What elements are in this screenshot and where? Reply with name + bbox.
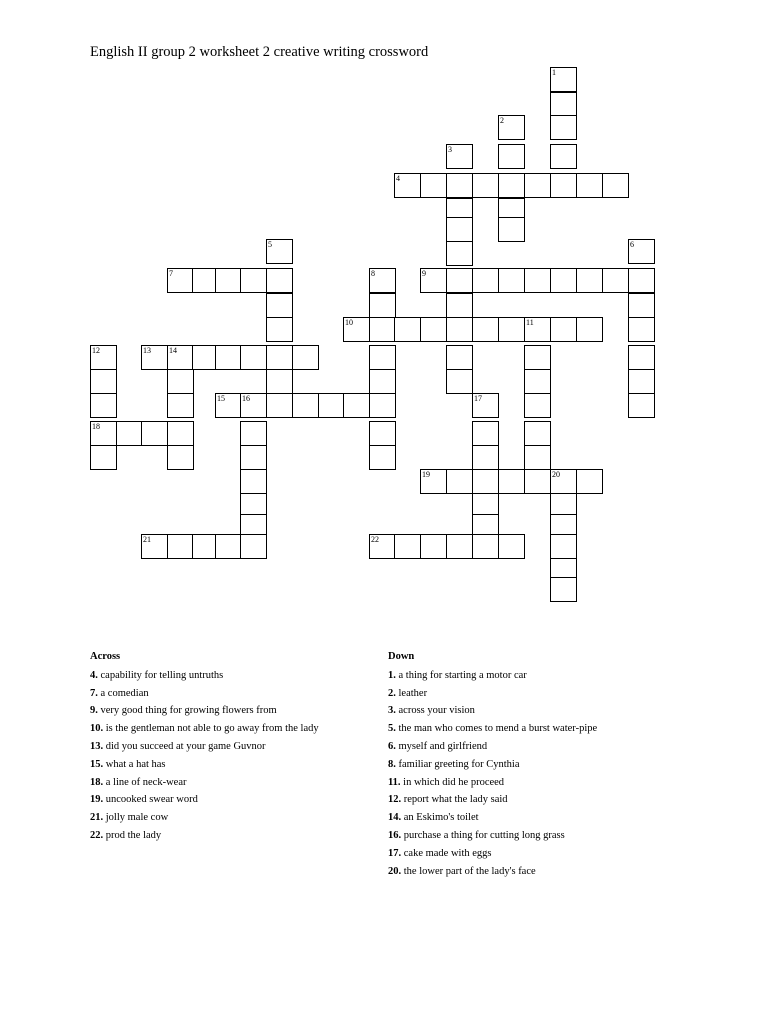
grid-cell-9[interactable] bbox=[420, 268, 447, 293]
grid-cell[interactable] bbox=[628, 393, 655, 418]
grid-cell[interactable] bbox=[550, 144, 577, 169]
grid-cell-21[interactable] bbox=[141, 534, 168, 559]
grid-cell[interactable] bbox=[446, 469, 473, 494]
grid-cell[interactable] bbox=[167, 421, 194, 446]
clue-item bbox=[388, 756, 597, 774]
grid-cell-22[interactable] bbox=[369, 534, 396, 559]
clue-item-number: 10. bbox=[90, 723, 104, 735]
grid-cell-20[interactable] bbox=[550, 469, 577, 494]
across-clues bbox=[90, 648, 319, 845]
clue-number: 6 bbox=[630, 240, 634, 249]
grid-cell[interactable] bbox=[498, 217, 525, 242]
grid-cell[interactable] bbox=[524, 421, 551, 446]
grid-cell[interactable] bbox=[141, 421, 168, 446]
worksheet-title: English II group 2 worksheet 2 creative writing crossword bbox=[90, 44, 429, 60]
clue-number: 17 bbox=[474, 394, 482, 403]
grid-cell[interactable] bbox=[446, 345, 473, 370]
grid-cell[interactable] bbox=[90, 369, 117, 394]
grid-cell[interactable] bbox=[524, 345, 551, 370]
grid-cell[interactable] bbox=[472, 421, 499, 446]
grid-cell-8[interactable] bbox=[369, 268, 396, 293]
clue-number: 19 bbox=[422, 470, 430, 479]
clue-item-number: 18. bbox=[90, 776, 104, 788]
clue-item-number: 3. bbox=[388, 705, 396, 717]
grid-cell[interactable] bbox=[394, 534, 421, 559]
grid-cell[interactable] bbox=[240, 345, 267, 370]
clue-item-number: 2. bbox=[388, 687, 396, 699]
grid-cell-1[interactable] bbox=[550, 67, 577, 92]
clue-number: 8 bbox=[371, 269, 375, 278]
grid-cell[interactable] bbox=[240, 469, 267, 494]
clue-item-text: across your vision bbox=[395, 705, 475, 717]
grid-cell[interactable] bbox=[90, 445, 117, 470]
grid-cell[interactable] bbox=[628, 293, 655, 318]
clue-item bbox=[90, 774, 319, 792]
clue-number: 16 bbox=[242, 394, 250, 403]
clue-item-text: capability for telling untruths bbox=[97, 669, 224, 681]
clue-item-number: 12. bbox=[388, 794, 402, 806]
grid-cell[interactable] bbox=[446, 369, 473, 394]
clue-item-text: the lower part of the lady's face bbox=[401, 865, 536, 877]
grid-cell[interactable] bbox=[369, 345, 396, 370]
grid-cell-10[interactable] bbox=[343, 317, 370, 342]
clue-item-number: 20. bbox=[388, 865, 402, 877]
grid-cell[interactable] bbox=[215, 534, 242, 559]
grid-cell-12[interactable] bbox=[90, 345, 117, 370]
clue-item-text: the man who comes to mend a burst water-pipe bbox=[395, 723, 598, 735]
clue-item-text: very good thing for growing flowers from bbox=[97, 705, 277, 717]
grid-cell[interactable] bbox=[167, 393, 194, 418]
grid-cell[interactable] bbox=[420, 317, 447, 342]
clue-item-number: 8. bbox=[388, 758, 396, 770]
grid-cell-19[interactable] bbox=[420, 469, 447, 494]
clue-item-text: what a hat has bbox=[103, 758, 166, 770]
grid-cell[interactable] bbox=[472, 268, 499, 293]
clue-item-number: 5. bbox=[388, 723, 396, 735]
clue-number: 13 bbox=[143, 346, 151, 355]
clue-number: 10 bbox=[345, 318, 353, 327]
grid-cell-16[interactable] bbox=[240, 393, 267, 418]
grid-cell[interactable] bbox=[550, 268, 577, 293]
clue-number: 11 bbox=[526, 318, 534, 327]
grid-cell[interactable] bbox=[524, 469, 551, 494]
clue-number: 3 bbox=[448, 145, 452, 154]
clue-item bbox=[90, 809, 319, 827]
grid-cell[interactable] bbox=[369, 293, 396, 318]
grid-cell[interactable] bbox=[420, 534, 447, 559]
grid-cell[interactable] bbox=[472, 445, 499, 470]
grid-cell[interactable] bbox=[343, 393, 370, 418]
clue-item-number: 17. bbox=[388, 847, 402, 859]
grid-cell[interactable] bbox=[266, 317, 293, 342]
clue-item-number: 4. bbox=[90, 669, 98, 681]
grid-cell[interactable] bbox=[524, 369, 551, 394]
grid-cell[interactable] bbox=[524, 173, 551, 198]
grid-cell[interactable] bbox=[167, 445, 194, 470]
clue-item-text: is the gentleman not able to go away from the lady bbox=[103, 723, 319, 735]
down-heading: Down bbox=[388, 651, 415, 662]
clue-number: 14 bbox=[169, 346, 177, 355]
grid-cell[interactable] bbox=[550, 92, 577, 117]
grid-cell[interactable] bbox=[446, 173, 473, 198]
grid-cell[interactable] bbox=[472, 469, 499, 494]
grid-cell-14[interactable] bbox=[167, 345, 194, 370]
clue-item-text: a comedian bbox=[97, 687, 149, 699]
clue-number: 22 bbox=[371, 535, 379, 544]
grid-cell[interactable] bbox=[266, 393, 293, 418]
clue-item bbox=[388, 845, 597, 863]
clue-item-text: an Eskimo's toilet bbox=[401, 812, 479, 824]
grid-cell[interactable] bbox=[524, 268, 551, 293]
grid-cell-5[interactable] bbox=[266, 239, 293, 264]
grid-cell[interactable] bbox=[576, 268, 603, 293]
grid-cell[interactable] bbox=[266, 268, 293, 293]
grid-cell[interactable] bbox=[215, 268, 242, 293]
grid-cell[interactable] bbox=[116, 421, 143, 446]
grid-cell[interactable] bbox=[446, 317, 473, 342]
grid-cell[interactable] bbox=[292, 345, 319, 370]
grid-cell-4[interactable] bbox=[394, 173, 421, 198]
grid-cell[interactable] bbox=[472, 534, 499, 559]
grid-cell[interactable] bbox=[240, 445, 267, 470]
grid-cell-2[interactable] bbox=[498, 115, 525, 140]
clue-item-text: prod the lady bbox=[103, 829, 162, 841]
grid-cell[interactable] bbox=[628, 317, 655, 342]
clue-item-text: cake made with eggs bbox=[401, 847, 492, 859]
grid-cell[interactable] bbox=[576, 173, 603, 198]
grid-cell[interactable] bbox=[266, 293, 293, 318]
grid-cell[interactable] bbox=[90, 393, 117, 418]
clue-item-text: leather bbox=[395, 687, 428, 699]
clue-item bbox=[90, 667, 319, 685]
grid-cell[interactable] bbox=[446, 241, 473, 266]
grid-cell[interactable] bbox=[602, 268, 629, 293]
grid-cell[interactable] bbox=[550, 577, 577, 602]
clue-item-number: 9. bbox=[90, 705, 98, 717]
clue-item bbox=[90, 738, 319, 756]
across-clue-list bbox=[90, 667, 319, 845]
grid-cell[interactable] bbox=[628, 369, 655, 394]
grid-cell[interactable] bbox=[240, 421, 267, 446]
grid-cell[interactable] bbox=[292, 393, 319, 418]
grid-cell[interactable] bbox=[576, 317, 603, 342]
clue-item-number: 11. bbox=[388, 776, 401, 788]
clue-number: 21 bbox=[143, 535, 151, 544]
clue-item bbox=[388, 863, 597, 881]
clue-number: 7 bbox=[169, 269, 173, 278]
clue-item-text: myself and girlfriend bbox=[395, 740, 488, 752]
grid-cell[interactable] bbox=[472, 173, 499, 198]
clue-item bbox=[90, 685, 319, 703]
grid-cell[interactable] bbox=[628, 345, 655, 370]
grid-cell[interactable] bbox=[446, 217, 473, 242]
clue-item bbox=[388, 702, 597, 720]
clue-item-number: 15. bbox=[90, 758, 104, 770]
clue-item bbox=[90, 756, 319, 774]
grid-cell-18[interactable] bbox=[90, 421, 117, 446]
grid-cell[interactable] bbox=[498, 534, 525, 559]
grid-cell[interactable] bbox=[240, 534, 267, 559]
clue-item bbox=[388, 791, 597, 809]
clue-item-text: did you succeed at your game Guvnor bbox=[103, 740, 266, 752]
clue-item-number: 19. bbox=[90, 794, 104, 806]
grid-cell-17[interactable] bbox=[472, 393, 499, 418]
clue-item-number: 14. bbox=[388, 812, 402, 824]
grid-cell-13[interactable] bbox=[141, 345, 168, 370]
clue-item-number: 22. bbox=[90, 829, 104, 841]
grid-cell[interactable] bbox=[550, 534, 577, 559]
grid-cell[interactable] bbox=[394, 317, 421, 342]
grid-cell[interactable] bbox=[369, 393, 396, 418]
grid-cell[interactable] bbox=[498, 268, 525, 293]
clue-item bbox=[388, 827, 597, 845]
grid-cell[interactable] bbox=[524, 393, 551, 418]
across-heading: Across bbox=[90, 651, 121, 662]
grid-cell[interactable] bbox=[446, 293, 473, 318]
clue-item-number: 16. bbox=[388, 829, 402, 841]
clue-item bbox=[388, 720, 597, 738]
clue-number: 4 bbox=[396, 174, 400, 183]
grid-cell[interactable] bbox=[472, 317, 499, 342]
grid-cell[interactable] bbox=[550, 317, 577, 342]
grid-cell[interactable] bbox=[167, 369, 194, 394]
grid-cell[interactable] bbox=[498, 144, 525, 169]
clue-item bbox=[388, 809, 597, 827]
clue-number: 5 bbox=[268, 240, 272, 249]
clue-number: 1 bbox=[552, 68, 556, 77]
clue-number: 9 bbox=[422, 269, 426, 278]
grid-cell[interactable] bbox=[215, 345, 242, 370]
grid-cell[interactable] bbox=[369, 421, 396, 446]
clue-item-number: 13. bbox=[90, 740, 104, 752]
grid-cell-7[interactable] bbox=[167, 268, 194, 293]
grid-cell[interactable] bbox=[576, 469, 603, 494]
clue-item bbox=[388, 774, 597, 792]
grid-cell[interactable] bbox=[369, 369, 396, 394]
grid-cell[interactable] bbox=[167, 534, 194, 559]
grid-cell-11[interactable] bbox=[524, 317, 551, 342]
down-clues bbox=[388, 648, 597, 880]
clue-item-number: 7. bbox=[90, 687, 98, 699]
grid-cell[interactable] bbox=[498, 173, 525, 198]
clue-number: 18 bbox=[92, 422, 100, 431]
clue-item bbox=[90, 702, 319, 720]
grid-cell[interactable] bbox=[524, 445, 551, 470]
clue-item-text: report what the lady said bbox=[401, 794, 508, 806]
grid-cell[interactable] bbox=[318, 393, 345, 418]
clue-item bbox=[388, 738, 597, 756]
down-clue-list bbox=[388, 667, 597, 881]
grid-cell[interactable] bbox=[266, 369, 293, 394]
clue-item bbox=[90, 720, 319, 738]
grid-cell[interactable] bbox=[266, 345, 293, 370]
grid-cell[interactable] bbox=[446, 534, 473, 559]
grid-cell-15[interactable] bbox=[215, 393, 242, 418]
grid-cell-6[interactable] bbox=[628, 239, 655, 264]
grid-cell[interactable] bbox=[498, 469, 525, 494]
clue-item-text: jolly male cow bbox=[103, 812, 169, 824]
clue-item-number: 1. bbox=[388, 669, 396, 681]
grid-cell[interactable] bbox=[240, 268, 267, 293]
clue-item-number: 6. bbox=[388, 740, 396, 752]
grid-cell[interactable] bbox=[628, 268, 655, 293]
grid-cell[interactable] bbox=[446, 268, 473, 293]
grid-cell[interactable] bbox=[369, 445, 396, 470]
grid-cell[interactable] bbox=[550, 115, 577, 140]
clue-item-text: familiar greeting for Cynthia bbox=[395, 758, 520, 770]
clue-item bbox=[388, 685, 597, 703]
clue-number: 2 bbox=[500, 116, 504, 125]
grid-cell-3[interactable] bbox=[446, 144, 473, 169]
grid-cell[interactable] bbox=[420, 173, 447, 198]
grid-cell[interactable] bbox=[369, 317, 396, 342]
clue-item-text: uncooked swear word bbox=[103, 794, 198, 806]
grid-cell[interactable] bbox=[498, 317, 525, 342]
grid-cell[interactable] bbox=[602, 173, 629, 198]
clue-item-text: in which did he proceed bbox=[400, 776, 505, 788]
clue-item bbox=[388, 667, 597, 685]
clue-number: 20 bbox=[552, 470, 560, 479]
clue-item-text: a line of neck-wear bbox=[103, 776, 187, 788]
clue-item-text: a thing for starting a motor car bbox=[395, 669, 527, 681]
clue-number: 15 bbox=[217, 394, 225, 403]
clue-item bbox=[90, 827, 319, 845]
clue-item-text: purchase a thing for cutting long grass bbox=[401, 829, 565, 841]
grid-cell[interactable] bbox=[550, 173, 577, 198]
clue-item bbox=[90, 791, 319, 809]
clue-item-number: 21. bbox=[90, 812, 104, 824]
clue-number: 12 bbox=[92, 346, 100, 355]
